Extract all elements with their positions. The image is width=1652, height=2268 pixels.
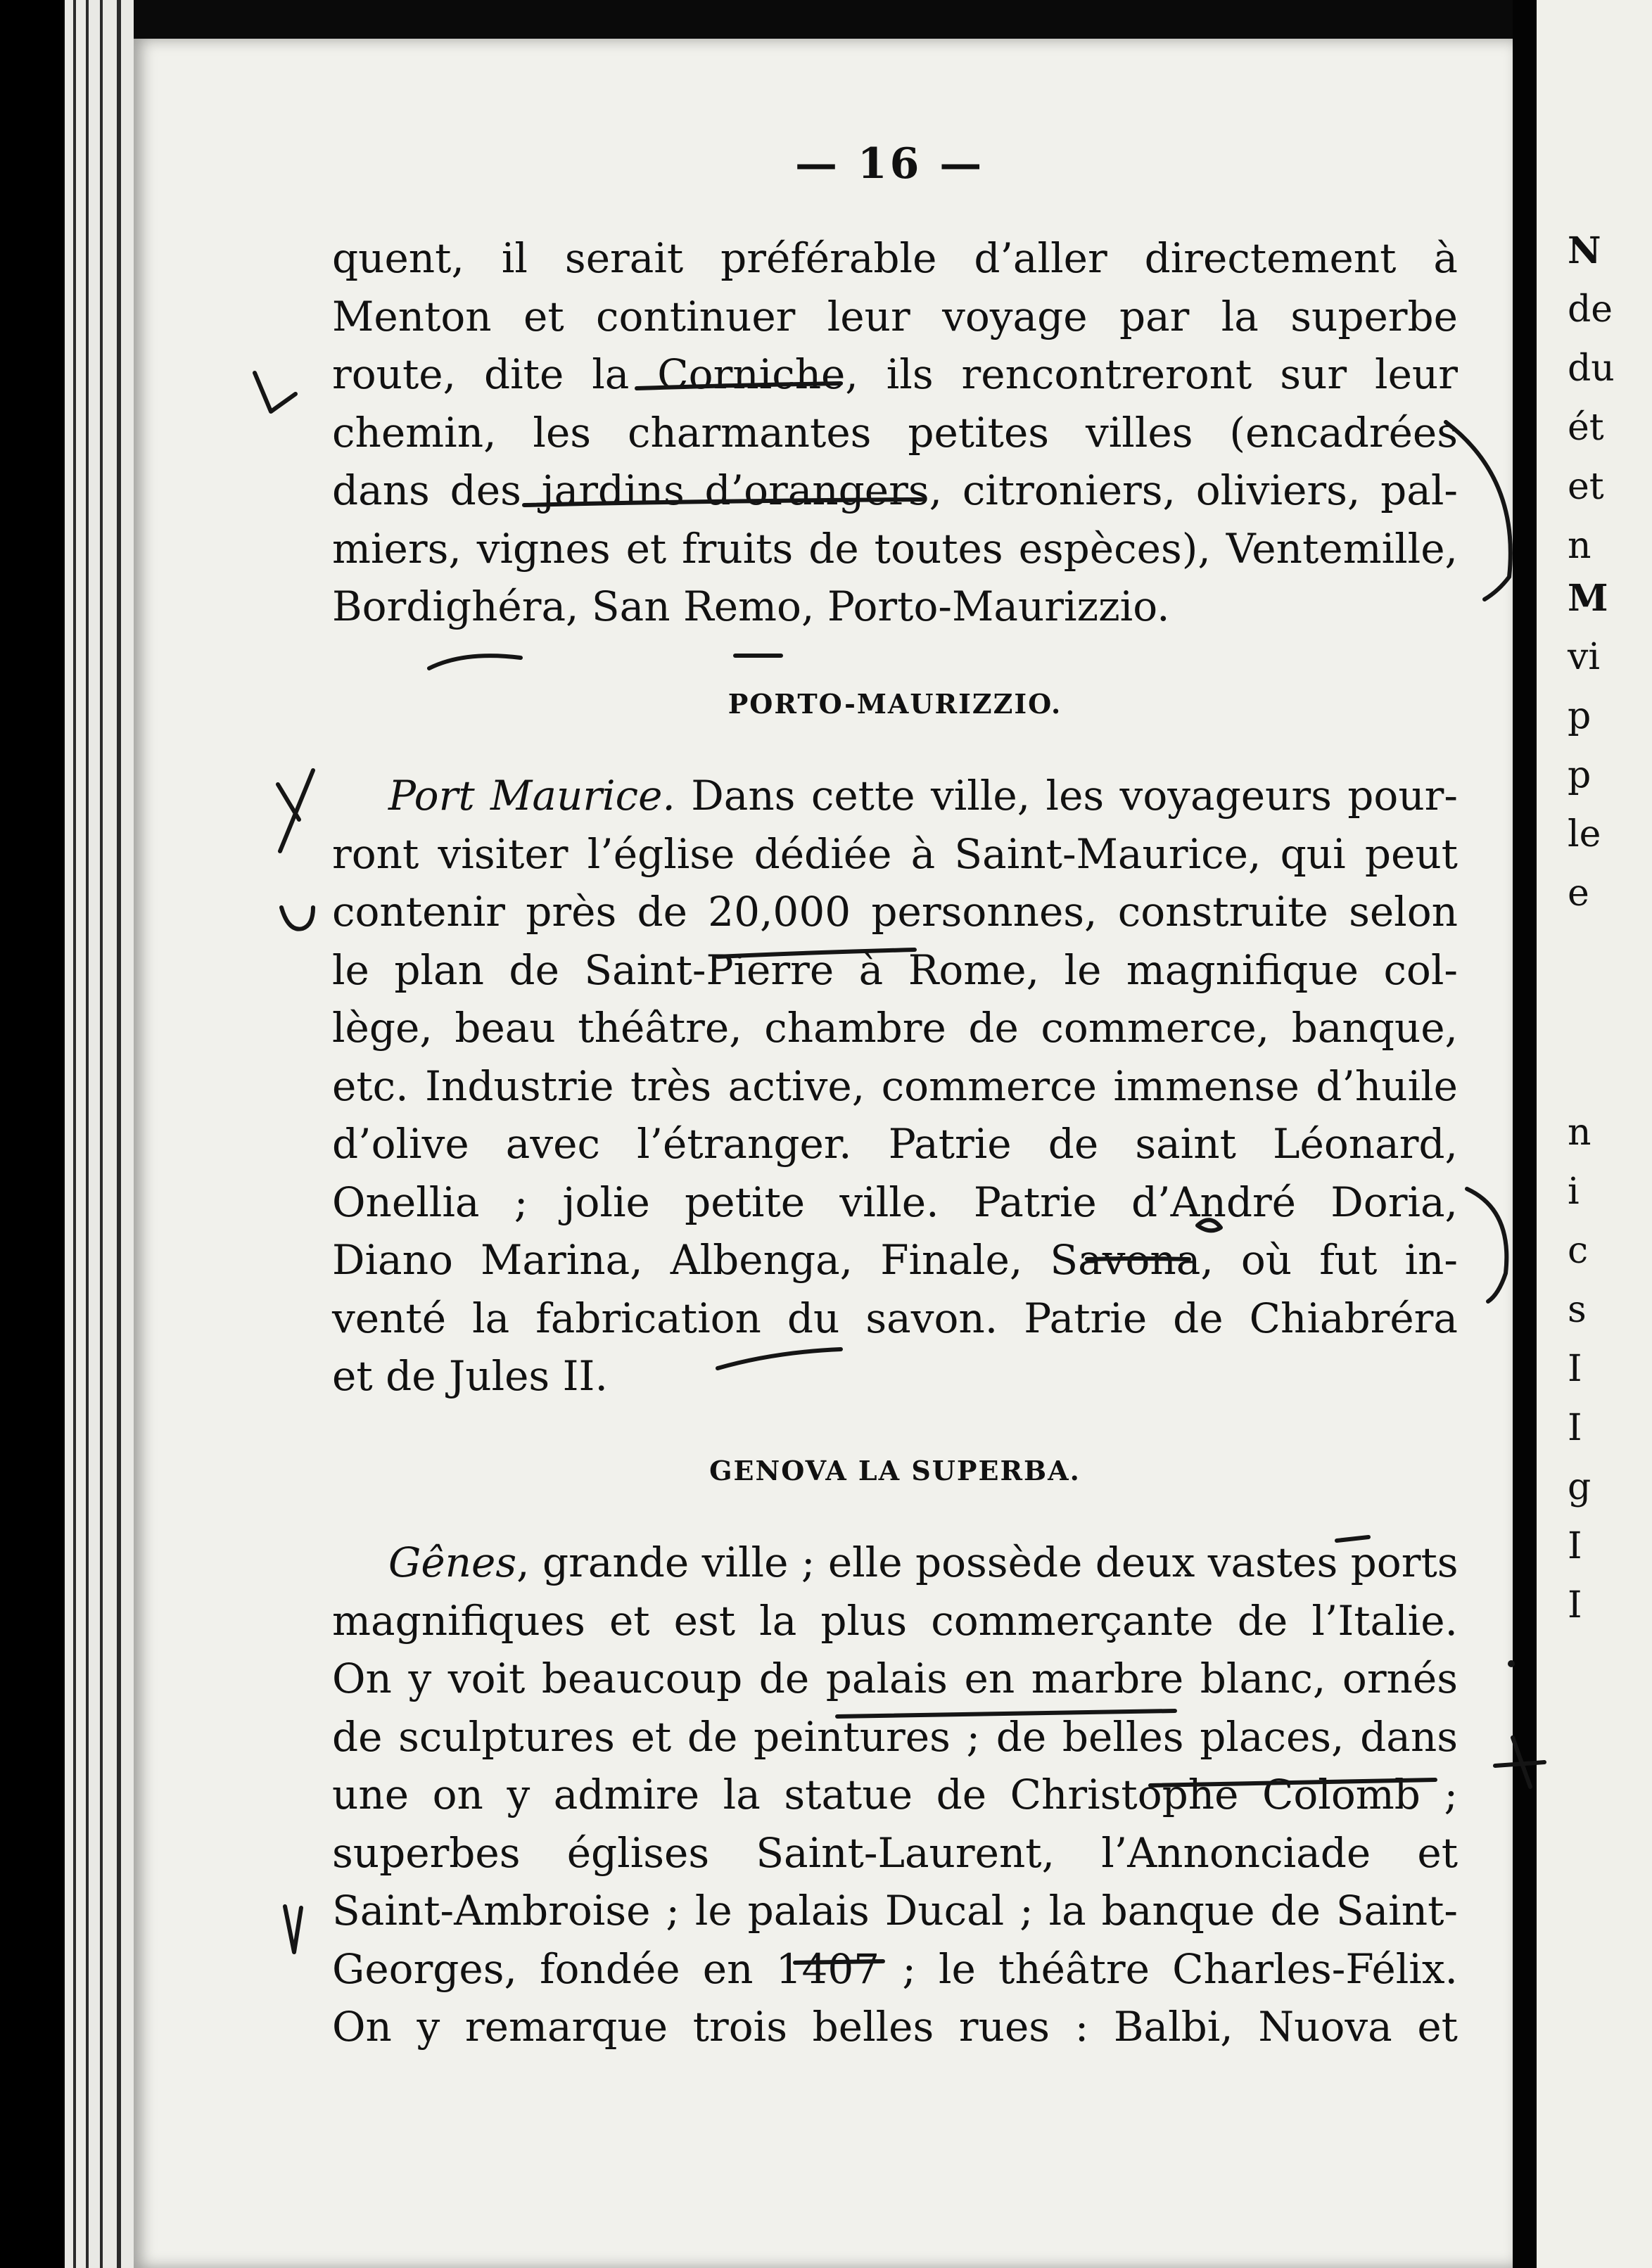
text-line: Menton et continuer leur voyage par la superbe [332, 292, 1458, 340]
section-heading-genova: GENOVA LA SUPERBA. [709, 1455, 1081, 1486]
facing-page-text: I [1568, 1525, 1582, 1567]
facing-page-text: s [1568, 1289, 1587, 1331]
paragraph-3 [332, 1534, 1458, 2056]
section-heading-porto-maurizzio: PORTO-MAURIZZIO. [727, 688, 1062, 720]
page-edge-1 [65, 0, 73, 2268]
facing-page-text: c [1568, 1230, 1589, 1272]
text-line: magnifiques et est la plus commerçante de l’Italie. [332, 1596, 1458, 1645]
paragraph-2 [332, 767, 1458, 1406]
page-edge-5 [121, 0, 134, 2268]
facing-page-text: p [1568, 754, 1591, 796]
facing-page-text: p [1568, 695, 1591, 737]
text-line: chemin, les charmantes petites villes (encadrées [332, 408, 1458, 457]
facing-page-text: I [1568, 1348, 1582, 1390]
text-line: superbes églises Saint-Laurent, l’Annonciade et [332, 1828, 1458, 1877]
facing-page-text: I [1568, 1584, 1582, 1626]
facing-page-text: i [1568, 1171, 1580, 1213]
facing-page-text: e [1568, 872, 1589, 915]
text-line: venté la fabrication du savon. Patrie de Chiabréra [332, 1294, 1458, 1342]
facing-page-text: g [1568, 1466, 1591, 1508]
text-line: Georges, fondée en 1407 ; le théâtre Charles-Félix. [332, 1944, 1458, 1993]
facing-page-text: de [1568, 288, 1613, 331]
text-line: contenir près de 20,000 personnes, construite selon [332, 888, 1458, 936]
text-line: quent, il serait préférable d’aller directement à [332, 234, 1458, 282]
page-edge-4 [103, 0, 117, 2268]
facing-page-text: du [1568, 348, 1615, 390]
text-line: route, dite la Corniche, ils rencontreront sur leur [332, 350, 1458, 398]
text-line: de sculptures et de peintures ; de belles places, dans [332, 1712, 1458, 1761]
book-gutter [1513, 0, 1537, 2268]
text-line: Onellia ; jolie petite ville. Patrie d’André Doria, [332, 1178, 1458, 1226]
facing-page-text: N [1568, 229, 1601, 272]
text-line: Diano Marina, Albenga, Finale, Savona, où fut in- [332, 1236, 1458, 1284]
facing-page-text: et [1568, 466, 1604, 508]
text-span: , grande ville ; elle possède deux vastes ports [516, 1538, 1459, 1586]
text-line: On y remarque trois belles rues : Balbi, Nuova et [332, 2003, 1458, 2051]
facing-page-text: M [1568, 577, 1608, 620]
facing-page-text: n [1568, 525, 1591, 567]
lead-term: Gênes [388, 1538, 517, 1586]
text-span: Dans cette ville, les voyageurs pour- [675, 772, 1458, 820]
text-line: dans des jardins d’orangers, citroniers, oliviers, pal- [332, 466, 1458, 514]
text-line: le plan de Saint-Pierre à Rome, le magnifique col- [332, 945, 1458, 994]
page-edge-3 [89, 0, 100, 2268]
text-line: ront visiter l’église dédiée à Saint-Maurice, qui peut [332, 829, 1458, 878]
facing-page-text: n [1568, 1111, 1591, 1154]
facing-page-text: I [1568, 1407, 1582, 1449]
facing-page-text: ét [1568, 407, 1604, 449]
lead-term: Port Maurice. [388, 772, 675, 820]
text-line: et de Jules II. [332, 1352, 608, 1400]
text-line: etc. Industrie très active, commerce immense d’huile [332, 1062, 1458, 1110]
facing-page-text: le [1568, 813, 1601, 855]
text-line: On y voit beaucoup de palais en marbre blanc, ornés [332, 1655, 1458, 1702]
text-line: lège, beau théâtre, chambre de commerce, banque, [332, 1004, 1458, 1052]
facing-page-text: vi [1568, 636, 1601, 678]
text-line: Saint-Ambroise ; le palais Ducal ; la banque de Saint- [332, 1887, 1458, 1935]
text-line: miers, vignes et fruits de toutes espèces), Ventemille, [332, 524, 1458, 573]
page-number: — 16 — [795, 139, 985, 189]
text-line [332, 1534, 1458, 1592]
page-edge-2 [76, 0, 86, 2268]
paragraph-1 [332, 229, 1458, 636]
facing-page-edge [1537, 0, 1652, 2268]
text-line [332, 767, 1458, 825]
text-line: Bordighéra, San Remo, Porto-Maurizzio. [332, 582, 1170, 630]
text-line: une on y admire la statue de Christophe Colomb ; [332, 1771, 1458, 1818]
scan-border-left [0, 0, 63, 2268]
text-line: d’olive avec l’étranger. Patrie de saint Léonard, [332, 1120, 1458, 1168]
